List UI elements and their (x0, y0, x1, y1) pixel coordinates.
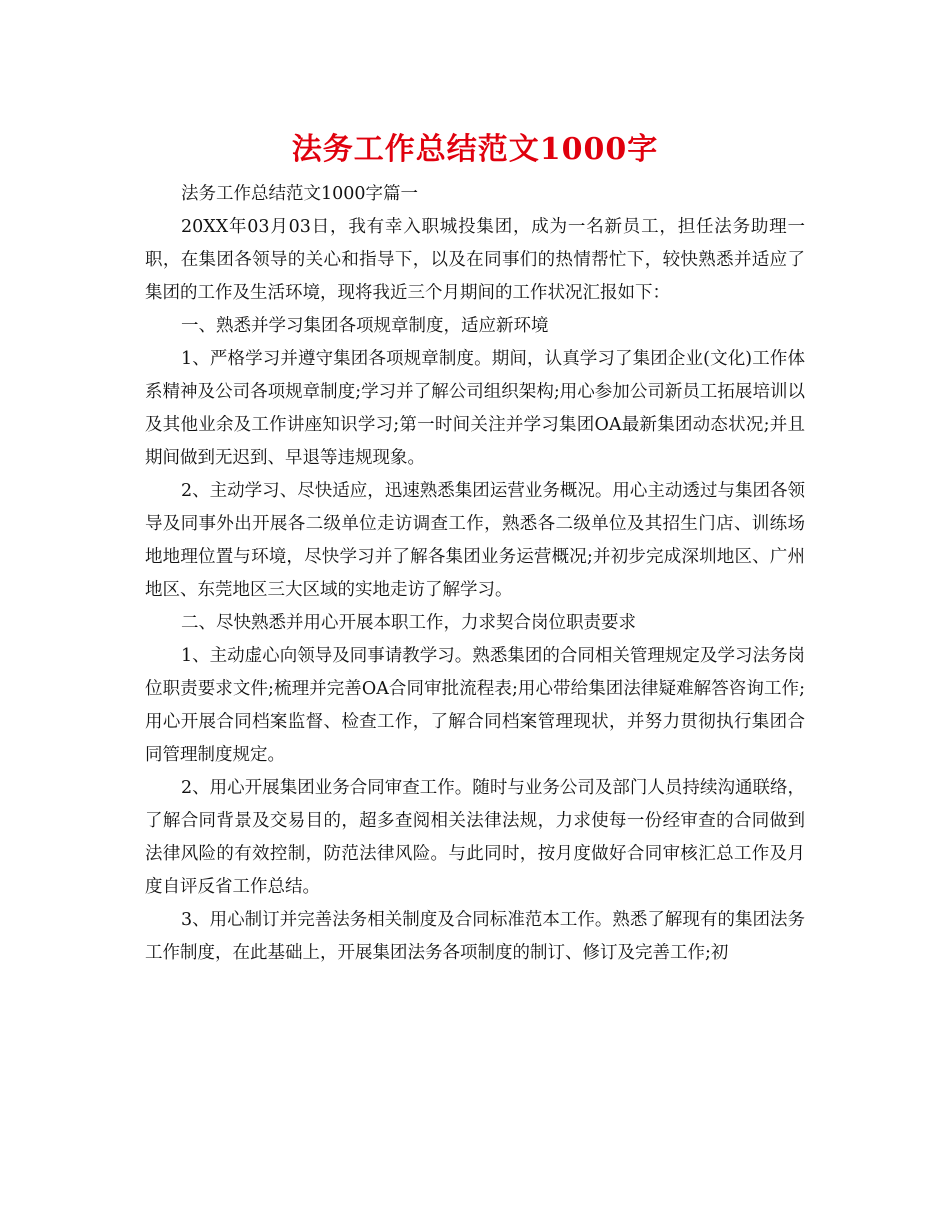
section-heading: 法务工作总结范文1000字篇一 (181, 184, 419, 204)
body-paragraph: 1、主动虚心向领导及同事请教学习。熟悉集团的合同相关管理规定及学习法务岗位职责要求文件;梳理并完善OA合同审批流程表;用心带给集团法律疑难解答咨询工作;用心开展合同档案监督、检查工作，了解合同档案管理现状，并努力贯彻执行集团合同管理制度规定。 (145, 646, 805, 765)
document-body (145, 178, 805, 970)
intro-paragraph: 20XX年03月03日，我有幸入职城投集团，成为一名新员工，担任法务助理一职，在集团各领导的关心和指导下，以及在同事们的热情帮忙下，较快熟悉并适应了集团的工作及生活环境，现将我近三个月期间的工作状况汇报如下： (145, 217, 805, 303)
body-paragraph: 2、用心开展集团业务合同审查工作。随时与业务公司及部门人员持续沟通联络，了解合同背景及交易目的，超多查阅相关法律法规，力求使每一份经审查的合同做到法律风险的有效控制，防范法律风险。与此同时，按月度做好合同审核汇总工作及月度自评反省工作总结。 (145, 778, 805, 897)
body-paragraph: 1、严格学习并遵守集团各项规章制度。期间，认真学习了集团企业(文化)工作体系精神及公司各项规章制度;学习并了解公司组织架构;用心参加公司新员工拓展培训以及其他业余及工作讲座知识学习;第一时间关注并学习集团OA最新集团动态状况;并且期间做到无迟到、早退等违规现象。 (145, 349, 805, 468)
section-heading: 二、尽快熟悉并用心开展本职工作，力求契合岗位职责要求 (181, 613, 636, 633)
body-paragraph: 2、主动学习、尽快适应，迅速熟悉集团运营业务概况。用心主动透过与集团各领导及同事外出开展各二级单位走访调查工作，熟悉各二级单位及其招生门店、训练场地地理位置与环境，尽快学习并了解各集团业务运营概况;并初步完成深圳地区、广州地区、东莞地区三大区域的实地走访了解学习。 (145, 481, 805, 600)
section-heading: 一、熟悉并学习集团各项规章制度，适应新环境 (181, 316, 549, 336)
document-title: 法务工作总结范文1000字 (291, 132, 659, 167)
body-paragraph: 3、用心制订并完善法务相关制度及合同标准范本工作。熟悉了解现有的集团法务工作制度，在此基础上，开展集团法务各项制度的制订、修订及完善工作;初 (145, 910, 805, 963)
